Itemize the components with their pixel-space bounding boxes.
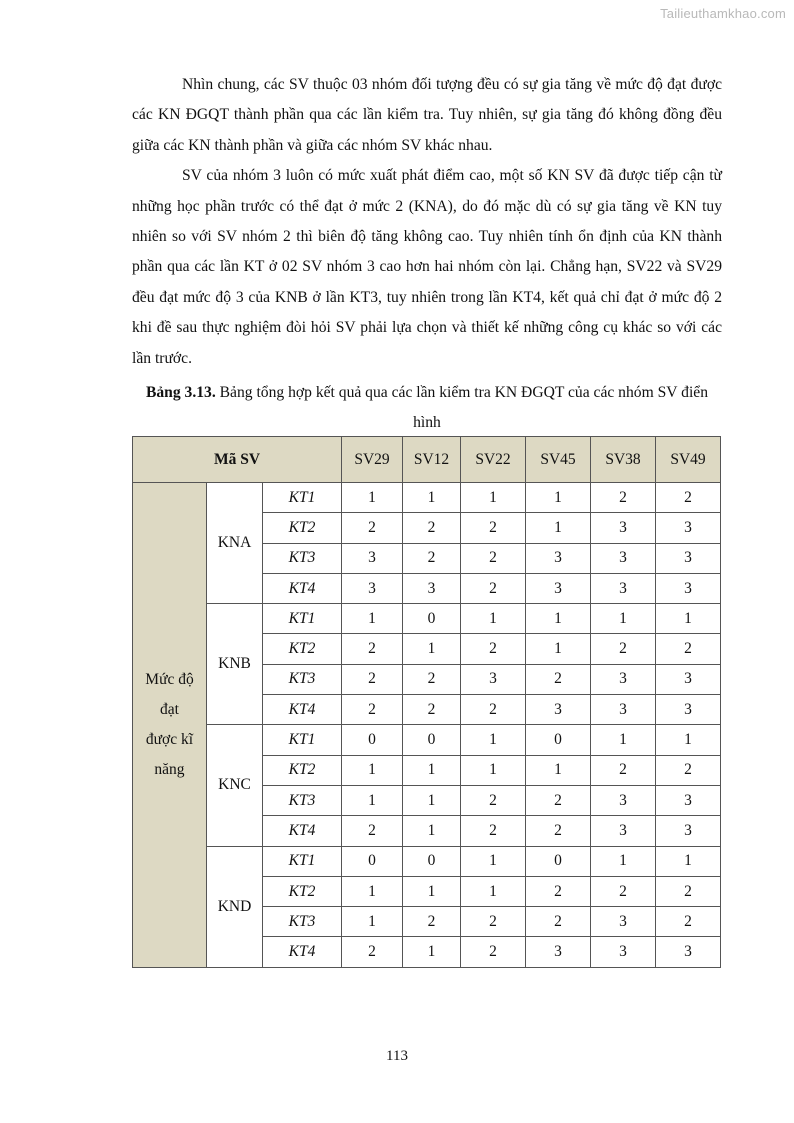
score-cell: 1	[342, 604, 403, 634]
score-cell: 2	[461, 785, 526, 815]
score-cell: 3	[656, 816, 721, 846]
score-cell: 2	[403, 695, 461, 725]
table-row	[133, 483, 721, 513]
score-cell: 3	[656, 513, 721, 543]
score-cell: 2	[656, 876, 721, 906]
student-header: SV49	[656, 437, 721, 483]
score-cell: 3	[656, 543, 721, 573]
table-row	[133, 725, 721, 755]
score-cell: 1	[403, 876, 461, 906]
score-cell: 0	[342, 725, 403, 755]
score-cell: 2	[461, 573, 526, 603]
score-cell: 1	[591, 725, 656, 755]
score-cell: 3	[591, 543, 656, 573]
group-label-line: đạt	[160, 700, 179, 718]
group-label-line: năng	[154, 760, 185, 778]
score-cell: 2	[461, 695, 526, 725]
score-cell: 2	[461, 816, 526, 846]
score-cell: 1	[342, 907, 403, 937]
test-name-cell: KT3	[263, 907, 342, 937]
student-code-header: Mã SV	[133, 437, 342, 483]
test-name-cell: KT2	[263, 876, 342, 906]
score-cell: 1	[342, 876, 403, 906]
score-cell: 3	[591, 816, 656, 846]
score-cell: 0	[526, 846, 591, 876]
score-cell: 1	[656, 725, 721, 755]
score-cell: 0	[403, 846, 461, 876]
score-cell: 2	[342, 513, 403, 543]
skill-name-cell: KND	[207, 846, 263, 967]
score-cell: 1	[403, 785, 461, 815]
test-name-cell: KT1	[263, 846, 342, 876]
score-cell: 2	[461, 907, 526, 937]
score-cell: 1	[403, 816, 461, 846]
test-name-cell: KT3	[263, 785, 342, 815]
score-cell: 3	[461, 664, 526, 694]
student-header: SV29	[342, 437, 403, 483]
score-cell: 3	[342, 573, 403, 603]
paragraph-2: SV của nhóm 3 luôn có mức xuất phát điểm cao, một số KN SV đã được tiếp cận từ những học phần trước có thể đạt ở mức 2 (KNA), do đó mặc dù có sự gia tăng về KN tuy nhiên so với SV nhóm 2 thì biên độ tăng không cao. Tuy nhiên tính ổn định của KN thành phần qua các lần KT ở 02 SV nhóm 3 cao hơn hai nhóm còn lại. Chẳng hạn, SV22 và SV29 đều đạt mức độ 3 của KNB ở lần KT3, tuy nhiên trong lần KT4, kết quả chỉ đạt ở mức độ 2 khi đề sau thực nghiệm đòi hỏi SV phải lựa chọn và thiết kế những công cụ khác so với các lần trước.	[132, 167, 722, 367]
score-cell: 1	[526, 604, 591, 634]
student-header: SV45	[526, 437, 591, 483]
score-cell: 2	[656, 483, 721, 513]
score-cell: 1	[342, 483, 403, 513]
test-name-cell: KT4	[263, 695, 342, 725]
test-name-cell: KT2	[263, 755, 342, 785]
score-cell: 1	[591, 604, 656, 634]
score-cell: 0	[526, 725, 591, 755]
score-cell: 1	[403, 937, 461, 967]
score-cell: 0	[403, 725, 461, 755]
table-caption	[132, 378, 722, 438]
table-header-row	[133, 437, 721, 483]
score-cell: 1	[342, 755, 403, 785]
score-cell: 3	[591, 695, 656, 725]
score-cell: 2	[591, 755, 656, 785]
score-cell: 2	[342, 937, 403, 967]
skill-name-cell: KNC	[207, 725, 263, 846]
score-cell: 2	[461, 634, 526, 664]
score-cell: 3	[656, 937, 721, 967]
results-table	[132, 436, 721, 968]
score-cell: 2	[526, 664, 591, 694]
score-cell: 2	[526, 816, 591, 846]
score-cell: 1	[461, 846, 526, 876]
score-cell: 3	[342, 543, 403, 573]
score-cell: 3	[591, 937, 656, 967]
page-content	[132, 70, 722, 438]
score-cell: 1	[403, 634, 461, 664]
paragraph-1: Nhìn chung, các SV thuộc 03 nhóm đối tượng đều có sự gia tăng về mức độ đạt được các KN ĐGQT thành phần qua các lần kiểm tra. Tuy nhiên, sự gia tăng đó không đồng đều giữa các KN thành phần và giữa các nhóm SV khác nhau.	[132, 76, 722, 154]
test-name-cell: KT1	[263, 483, 342, 513]
test-name-cell: KT2	[263, 513, 342, 543]
score-cell: 0	[403, 604, 461, 634]
test-name-cell: KT1	[263, 725, 342, 755]
score-cell: 2	[342, 816, 403, 846]
score-cell: 2	[656, 755, 721, 785]
score-cell: 3	[526, 937, 591, 967]
score-cell: 2	[403, 513, 461, 543]
score-cell: 2	[342, 634, 403, 664]
student-header: SV12	[403, 437, 461, 483]
score-cell: 1	[526, 513, 591, 543]
score-cell: 1	[656, 846, 721, 876]
test-name-cell: KT3	[263, 664, 342, 694]
test-name-cell: KT1	[263, 604, 342, 634]
test-name-cell: KT4	[263, 816, 342, 846]
score-cell: 1	[591, 846, 656, 876]
score-cell: 0	[342, 846, 403, 876]
score-cell: 1	[403, 755, 461, 785]
score-cell: 1	[461, 604, 526, 634]
score-cell: 1	[526, 755, 591, 785]
page-number: 113	[386, 1048, 408, 1064]
score-cell: 2	[526, 785, 591, 815]
table-row	[133, 846, 721, 876]
table-body	[133, 483, 721, 968]
score-cell: 2	[591, 483, 656, 513]
score-cell: 1	[461, 483, 526, 513]
watermark: Tailieuthamkhao.com	[660, 6, 786, 21]
score-cell: 2	[526, 907, 591, 937]
score-cell: 2	[461, 513, 526, 543]
score-cell: 2	[591, 634, 656, 664]
score-cell: 2	[461, 543, 526, 573]
score-cell: 3	[656, 695, 721, 725]
score-cell: 1	[403, 483, 461, 513]
score-cell: 3	[591, 513, 656, 543]
skill-name-cell: KNB	[207, 604, 263, 725]
score-cell: 1	[526, 483, 591, 513]
student-header: SV22	[461, 437, 526, 483]
score-cell: 3	[591, 785, 656, 815]
score-cell: 3	[526, 695, 591, 725]
group-label-line: được kĩ	[145, 730, 194, 748]
score-cell: 1	[461, 725, 526, 755]
score-cell: 1	[526, 634, 591, 664]
score-cell: 2	[656, 634, 721, 664]
score-cell: 3	[656, 785, 721, 815]
table-caption-label: Bảng 3.13.	[145, 384, 216, 402]
score-cell: 2	[342, 695, 403, 725]
table-caption-text: Bảng tổng hợp kết quả qua các lần kiểm tra KN ĐGQT của các nhóm SV điển hình	[215, 384, 708, 432]
group-label-cell	[133, 483, 207, 968]
score-cell: 1	[656, 604, 721, 634]
score-cell: 3	[591, 573, 656, 603]
score-cell: 1	[461, 876, 526, 906]
score-cell: 2	[656, 907, 721, 937]
score-cell: 2	[403, 543, 461, 573]
test-name-cell: KT2	[263, 634, 342, 664]
score-cell: 2	[591, 876, 656, 906]
skill-name-cell: KNA	[207, 483, 263, 604]
student-header: SV38	[591, 437, 656, 483]
score-cell: 2	[342, 664, 403, 694]
score-cell: 1	[342, 785, 403, 815]
score-cell: 3	[403, 573, 461, 603]
score-cell: 2	[526, 876, 591, 906]
score-cell: 3	[526, 573, 591, 603]
test-name-cell: KT4	[263, 573, 342, 603]
test-name-cell: KT3	[263, 543, 342, 573]
score-cell: 2	[403, 664, 461, 694]
table-row	[133, 604, 721, 634]
score-cell: 3	[591, 907, 656, 937]
score-cell: 3	[591, 664, 656, 694]
score-cell: 3	[656, 664, 721, 694]
group-label-line: Mức độ	[145, 670, 194, 688]
test-name-cell: KT4	[263, 937, 342, 967]
score-cell: 3	[526, 543, 591, 573]
score-cell: 2	[461, 937, 526, 967]
score-cell: 2	[403, 907, 461, 937]
score-cell: 1	[461, 755, 526, 785]
score-cell: 3	[656, 573, 721, 603]
